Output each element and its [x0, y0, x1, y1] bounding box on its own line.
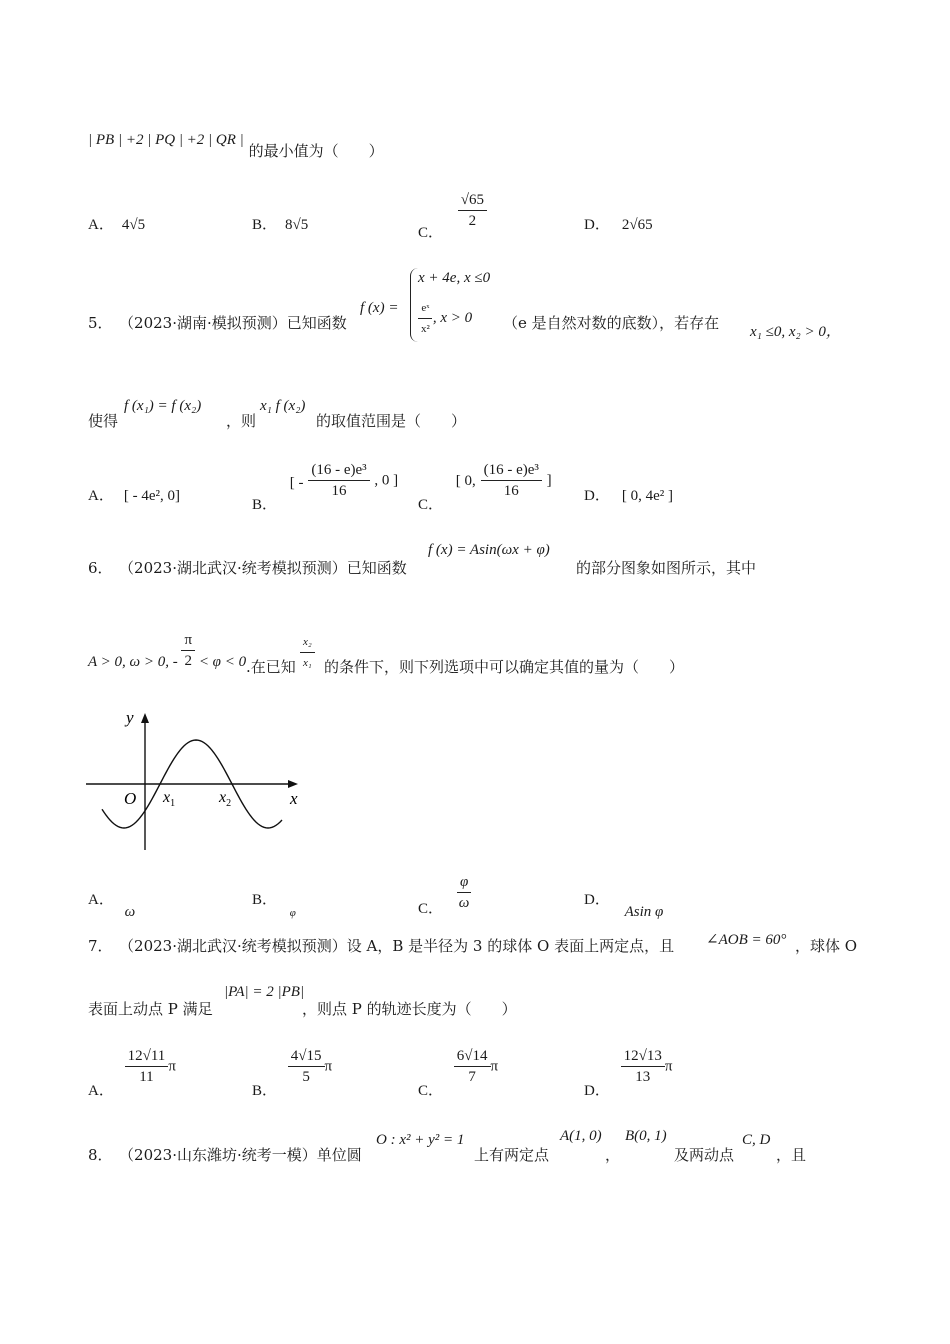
q4-option-a[interactable]: A． 4√5 — [88, 217, 146, 233]
q6-option-c[interactable]: C． $\frac{\varphi}{\omega}$ — [418, 874, 470, 917]
q4-tail-line — [88, 128, 384, 160]
x1-label: $x_1$ — [163, 789, 176, 809]
y-axis-label: y — [126, 708, 134, 727]
q4-option-c[interactable]: C． $\frac{√65}{2}$ — [418, 190, 487, 231]
q7-line1-end: ，球体 O — [795, 937, 858, 955]
q6-option-b[interactable]: B． $_\varphi$ — [252, 892, 296, 919]
q6-desc: 的部分图象如图所示，其中 — [576, 559, 757, 577]
q7-option-d[interactable]: D． $\frac{12√13}{13}$ π — [584, 1048, 673, 1099]
q6-conditions: A > 0, ω > 0, - $\frac{\pi}{2}$ < φ < 0 — [88, 632, 247, 670]
q8-text3: ，且 — [776, 1146, 807, 1164]
q6-known-prefix: .在已知 — [246, 658, 296, 676]
q5-case-1: x + 4e, x ≤0 — [418, 270, 491, 286]
q7-condition: |PA| = 2 |PB| — [224, 984, 305, 1000]
q5-note: （e 是自然对数的底数），若存在 — [503, 314, 720, 332]
q5-then: ，则 — [226, 412, 257, 430]
q4-expression: | PB | +2 | PQ | +2 | QR | — [88, 132, 244, 148]
x-axis-label: x — [290, 789, 298, 808]
x-axis-arrow — [288, 780, 298, 788]
q8-point-a: A(1, 0) — [560, 1128, 602, 1144]
q5-option-d[interactable]: D． [ 0, 4e² ] — [584, 488, 673, 504]
q6-option-d[interactable]: D． Asin φ — [584, 892, 664, 920]
q8-circle: O : x² + y² = 1 — [376, 1132, 465, 1148]
y-axis-arrow — [141, 713, 149, 723]
q6-function: f (x) = Asin(ωx + φ) — [428, 542, 550, 558]
q8-text2: 及两动点 — [674, 1146, 735, 1164]
q5-stem: 5． （2023·湖南·模拟预测）已知函数 — [88, 314, 347, 332]
q4-option-b[interactable]: B． 8√5 — [252, 217, 309, 233]
q6-stem: 6． （2023·湖北武汉·统考模拟预测）已知函数 — [88, 559, 407, 577]
q4-option-d[interactable]: D． 2√65 — [584, 217, 653, 233]
q7-option-b[interactable]: B． $\frac{4√15}{5}$ π — [252, 1048, 333, 1099]
q7-stem: 7． （2023·湖北武汉·统考模拟预测）设 A，B 是半径为 3 的球体 O 表面上两定点，且 — [88, 937, 675, 955]
sine-graph — [86, 705, 306, 855]
q7-line2-prefix: 表面上动点 P 满足 — [88, 1000, 213, 1018]
q5-option-b[interactable]: B． [ - $\frac{\text{(16 - e)e³}}{16}$ , 0 ] — [252, 462, 399, 513]
q7-line2-suffix: ，则点 P 的轨迹长度为（ ） — [302, 1000, 517, 1018]
q5-equation: f (x₁) = f (x₂) — [124, 398, 202, 414]
origin-label: O — [124, 789, 137, 808]
q8-text1: 上有两定点 — [474, 1146, 550, 1164]
x2-label: $x_2$ — [219, 789, 232, 809]
q5-ask: 的取值范围是（ ） — [316, 412, 467, 430]
q5-condition: x₁ ≤0, x₂ > 0， — [750, 324, 841, 340]
q7-option-c[interactable]: C． $\frac{6√14}{7}$ π — [418, 1048, 499, 1099]
q7-angle: ∠AOB = 60° — [706, 932, 787, 948]
q5-case-2: $\frac{\text{eˣ}}{\text{x²}}$ , x > 0 — [418, 298, 472, 339]
q4-ask: 的最小值为（ ） — [248, 142, 384, 160]
q5-option-c[interactable]: C． [ 0, $\frac{\text{(16 - e)e³}}{16}$ ] — [418, 462, 552, 513]
q5-line2-prefix: 使得 — [88, 412, 119, 430]
q6-option-a[interactable]: A． ω — [88, 892, 136, 920]
q8-points-cd: C, D — [742, 1132, 771, 1148]
q5-product: x₁ f (x₂) — [260, 398, 306, 414]
q7-option-a[interactable]: A． $\frac{12√11}{11}$ π — [88, 1048, 176, 1099]
q8-point-b: B(0, 1) — [625, 1128, 667, 1144]
q6-known-suffix: 的条件下，则下列选项中可以确定其值的量为（ ） — [324, 658, 685, 676]
q8-comma: ， — [605, 1146, 621, 1164]
q5-option-a[interactable]: A． [ - 4e², 0] — [88, 488, 180, 504]
q6-known-ratio: $\frac{\text{x₂}}{\text{x₁}}$ — [300, 632, 315, 673]
q5-function-lhs: f (x) = — [360, 300, 399, 316]
q8-stem: 8． （2023·山东潍坊·统考一模）单位圆 — [88, 1146, 362, 1164]
